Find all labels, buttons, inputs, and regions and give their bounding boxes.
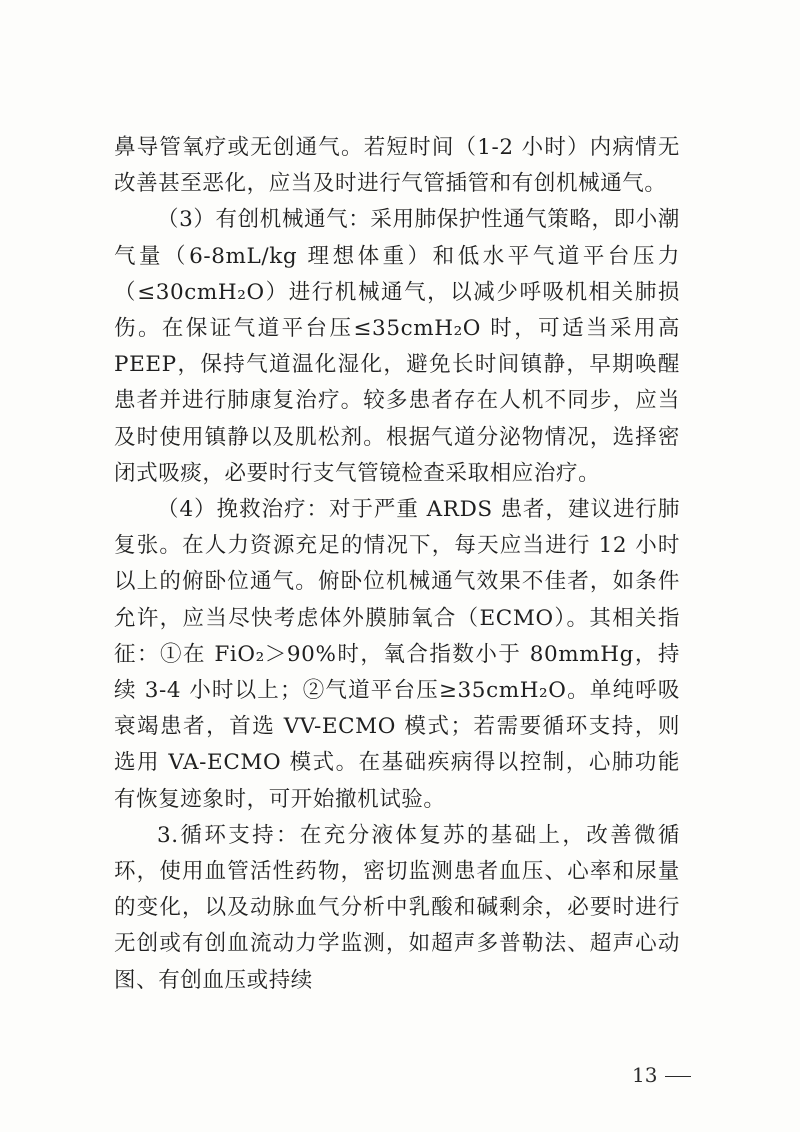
paragraph-circulatory-support: 3.循环支持：在充分液体复苏的基础上，改善微循环，使用血管活性药物，密切监测患者血压、心率和尿量的变化，以及动脉血气分析中乳酸和碱剩余，必要时进行无创或有创血流动力学监测，如超声多普勒法、超声心动图、有创血压或持续 xyxy=(114,822,680,993)
paragraph-oxygen-therapy: 鼻导管氧疗或无创通气。若短时间（1-2 小时）内病情无改善甚至恶化，应当及时进行气管插管和有创机械通气。 xyxy=(114,135,680,197)
paragraph-rescue-therapy: （4）挽救治疗：对于严重 ARDS 患者，建议进行肺复张。在人力资源充足的情况下，每天应当进行 12 小时以上的俯卧位通气。俯卧位机械通气效果不佳者，如条件允许，应当尽快考虑体外膜肺氧合（ECMO）。其相关指征：①在 FiO₂＞90%时，氧合指数小于 80mmHg，持续 3-4 小时以上；②气道平台压≥35cmH₂O。单纯呼吸衰竭患者，首选 VV-ECMO 模式；若需要循环支持，则选用 VA-ECMO 模式。在基础疾病得以控制，心肺功能有恢复迹象时，可开始撤机试验。 xyxy=(114,497,680,812)
footer-dash xyxy=(665,1076,691,1078)
paragraph-invasive-ventilation: （3）有创机械通气：采用肺保护性通气策略，即小潮气量（6-8mL/kg 理想体重）和低水平气道平台压力（≤30cmH₂O）进行机械通气，以减少呼吸机相关肺损伤。在保证气道平台压≤35cmH₂O 时，可适当采用高 PEEP，保持气道温化湿化，避免长时间镇静，早期唤醒患者并进行肺康复治疗。较多患者存在人机不同步，应当及时使用镇静以及肌松剂。根据气道分泌物情况，选择密闭式吸痰，必要时行支气管镜检查采取相应治疗。 xyxy=(114,207,680,486)
document-body xyxy=(114,130,680,999)
page-footer xyxy=(632,1063,691,1087)
page-number: 13 xyxy=(632,1063,658,1087)
